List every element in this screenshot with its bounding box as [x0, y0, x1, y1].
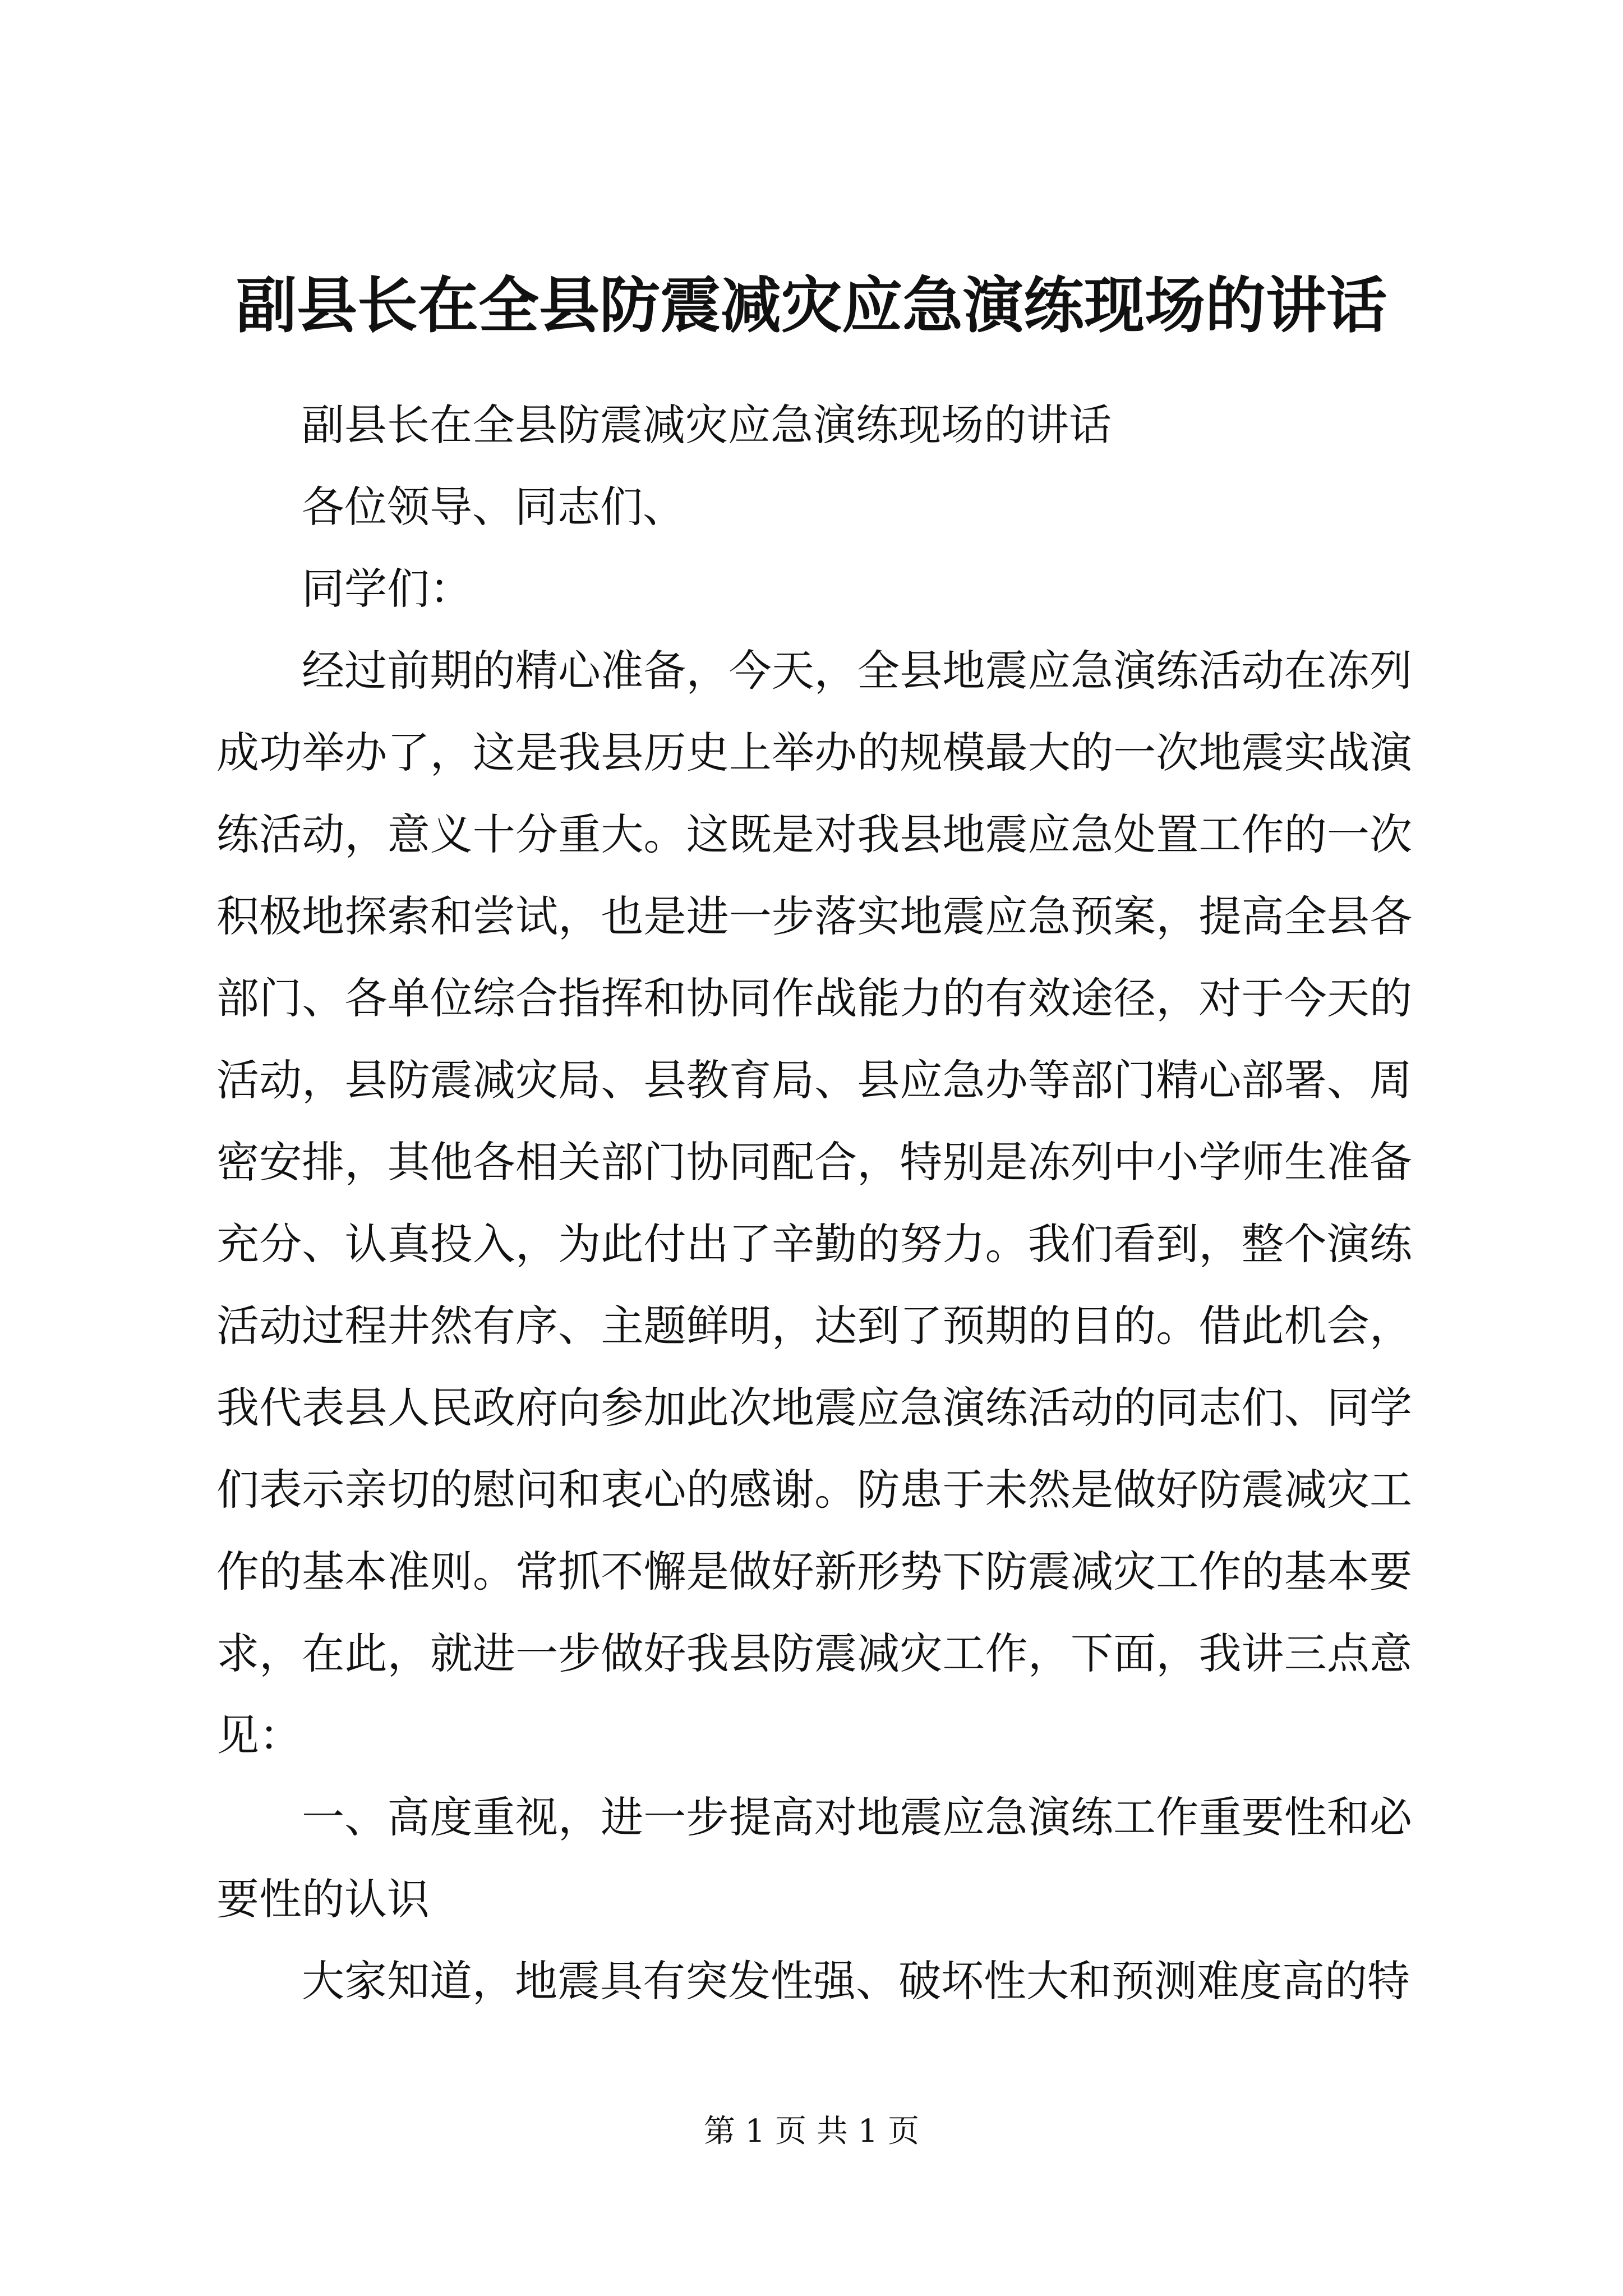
- paragraph-salutation: 各位领导、同志们、: [302, 482, 685, 532]
- paragraph-salutation-students: 同学们：: [302, 564, 472, 614]
- paragraph-main: 经过前期的精心准备，今天，全县地震应急演练活动在冻列成功举办了，这是我县历史上举办的规模最大的一次地震实战演练活动，意义十分重大。这既是对我县地震应急处置工作的一次积极地探索和尝试，也是进一步落实地震应急预案，提高全县各部门、各单位综合指挥和协同作战能力的有效途径，对于今天的活动，县防震减灾局、县教育局、县应急办等部门精心部署、周密安排，其他各相关部门协同配合，特别是冻列中小学师生准备充分、认真投入，为此付出了辛勤的努力。我们看到，整个演练活动过程井然有序、主题鲜明，达到了预期的目的。借此机会，我代表县人民政府向参加此次地震应急演练活动的同志们、同学们表示亲切的慰问和衷心的感谢。防患于未然是做好防震减灾工作的基本准则。常抓不懈是做好新形势下防震减灾工作的基本要求，在此，就进一步做好我县防震减灾工作，下面，我讲三点意见：: [216, 646, 1412, 1760]
- paragraph-section-heading: 一、高度重视，进一步提高对地震应急演练工作重要性和必要性的认识: [216, 1792, 1412, 1924]
- paragraph-continued: 大家知道，地震具有突发性强、破坏性大和预测难度高的特: [302, 1956, 1410, 2006]
- paragraph-subtitle: 副县长在全县防震减灾应急演练现场的讲话: [302, 400, 1112, 450]
- document-title: 副县长在全县防震减灾应急演练现场的讲话: [236, 270, 1387, 341]
- page-footer: 第 1 页 共 1 页: [703, 2113, 920, 2150]
- document-body: [216, 384, 1412, 2022]
